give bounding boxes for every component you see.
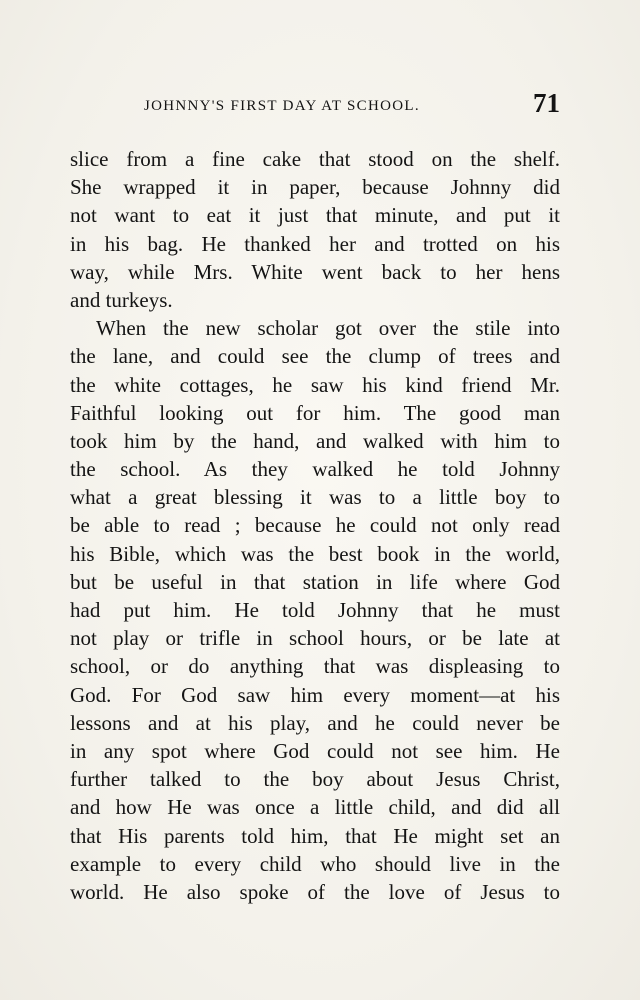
text-line: his Bible, which was the best book in the world, <box>70 541 560 566</box>
text-line: the school. As they walked he told Johnny <box>70 457 560 482</box>
text-line: the lane, and could see the clump of trees and <box>70 344 560 369</box>
page-header <box>70 90 560 122</box>
text-line: school, or do anything that was displeasing to <box>70 654 560 679</box>
text-line: and how He was once a little child, and did all <box>70 795 560 820</box>
text-line: way, while Mrs. White went back to her hens <box>70 259 560 284</box>
text-line: example to every child who should live in the <box>70 851 560 876</box>
text-line: the white cottages, he saw his kind friend Mr. <box>70 372 560 397</box>
text-line: further talked to the boy about Jesus Christ, <box>70 767 560 792</box>
text-line: and turkeys. <box>70 287 173 312</box>
page-number: 71 <box>533 88 560 118</box>
text-line: be able to read ; because he could not only read <box>70 513 560 538</box>
text-line: When the new scholar got over the stile into <box>96 316 560 341</box>
text-line: lessons and at his play, and he could never be <box>70 710 560 735</box>
text-line: She wrapped it in paper, because Johnny did <box>70 175 560 200</box>
body-text <box>70 145 560 906</box>
text-line: what a great blessing it was to a little boy to <box>70 485 560 510</box>
text-line: God. For God saw him every moment—at his <box>70 682 560 707</box>
text-line: not want to eat it just that minute, and put it <box>70 203 560 228</box>
text-line: that His parents told him, that He might set an <box>70 823 560 848</box>
text-line: in any spot where God could not see him. He <box>70 738 560 763</box>
text-line: but be useful in that station in life where God <box>70 569 560 594</box>
running-title: JOHNNY'S FIRST DAY AT SCHOOL. <box>144 98 420 114</box>
text-line: in his bag. He thanked her and trotted on his <box>70 231 560 256</box>
text-line: world. He also spoke of the love of Jesus to <box>70 879 560 904</box>
text-line: not play or trifle in school hours, or be late at <box>70 626 560 651</box>
text-line: had put him. He told Johnny that he must <box>70 598 560 622</box>
text-line: took him by the hand, and walked with him to <box>70 428 560 453</box>
text-line: Faithful looking out for him. The good man <box>70 400 560 425</box>
text-line: slice from a fine cake that stood on the shelf. <box>70 147 560 171</box>
